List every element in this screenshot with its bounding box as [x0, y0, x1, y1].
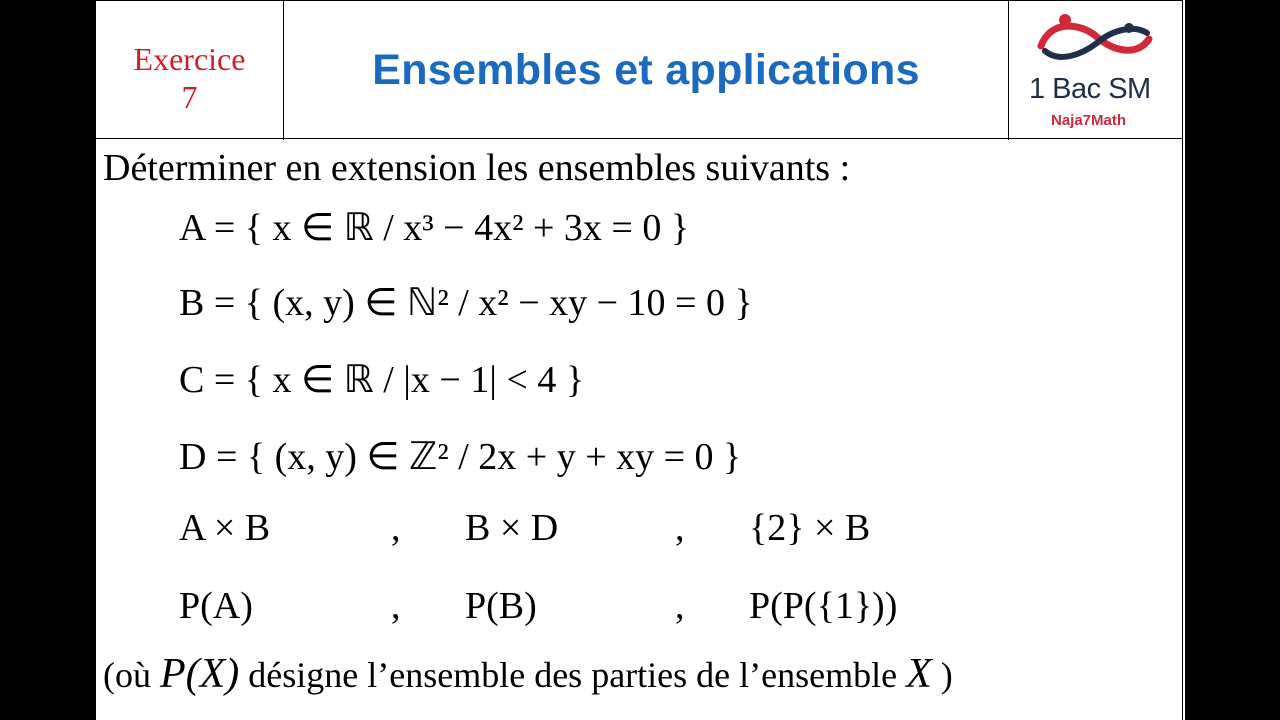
footnote: [103, 650, 953, 698]
set-b-definition: B = { (x, y) ∈ ℕ² / x² − xy − 10 = 0 }: [179, 282, 753, 324]
powerset-b: P(B): [465, 585, 537, 627]
powerset-of-powerset: P(P({1})): [749, 585, 898, 627]
exercise-sheet: [95, 0, 1185, 720]
logo: [1009, 1, 1184, 140]
product-b-d: B × D: [465, 507, 559, 549]
header: [95, 0, 1183, 139]
instruction-text: Déterminer en extension les ensembles suivants :: [103, 147, 851, 189]
note-suffix: ): [940, 655, 953, 695]
note-var: X: [906, 651, 932, 697]
logo-main-text: 1 Bac SM: [1029, 73, 1151, 105]
separator: ,: [391, 507, 401, 549]
set-a-definition: A = { x ∈ ℝ / x³ − 4x² + 3x = 0 }: [179, 207, 690, 249]
page-title: Ensembles et applications: [372, 46, 920, 94]
exercise-box: [96, 1, 284, 140]
separator: ,: [675, 507, 685, 549]
separator: ,: [675, 585, 685, 627]
product-2-b: {2} × B: [749, 507, 871, 549]
infinity-people-icon: [1009, 1, 1184, 71]
note-prefix: (où: [103, 655, 151, 695]
separator: ,: [391, 585, 401, 627]
note-text: désigne l’ensemble des parties de l’ensemble: [248, 655, 898, 695]
exercise-number: 7: [181, 79, 198, 115]
exercise-label: Exercice: [133, 41, 246, 77]
note-symbol: P(X): [160, 651, 240, 697]
set-c-definition: C = { x ∈ ℝ / |x − 1| < 4 }: [179, 359, 585, 401]
title-box: [284, 1, 1009, 140]
product-a-b: A × B: [179, 507, 271, 549]
logo-sub-text: Naja7Math: [1051, 112, 1127, 129]
set-d-definition: D = { (x, y) ∈ ℤ² / 2x + y + xy = 0 }: [179, 436, 742, 478]
powerset-a: P(A): [179, 585, 253, 627]
